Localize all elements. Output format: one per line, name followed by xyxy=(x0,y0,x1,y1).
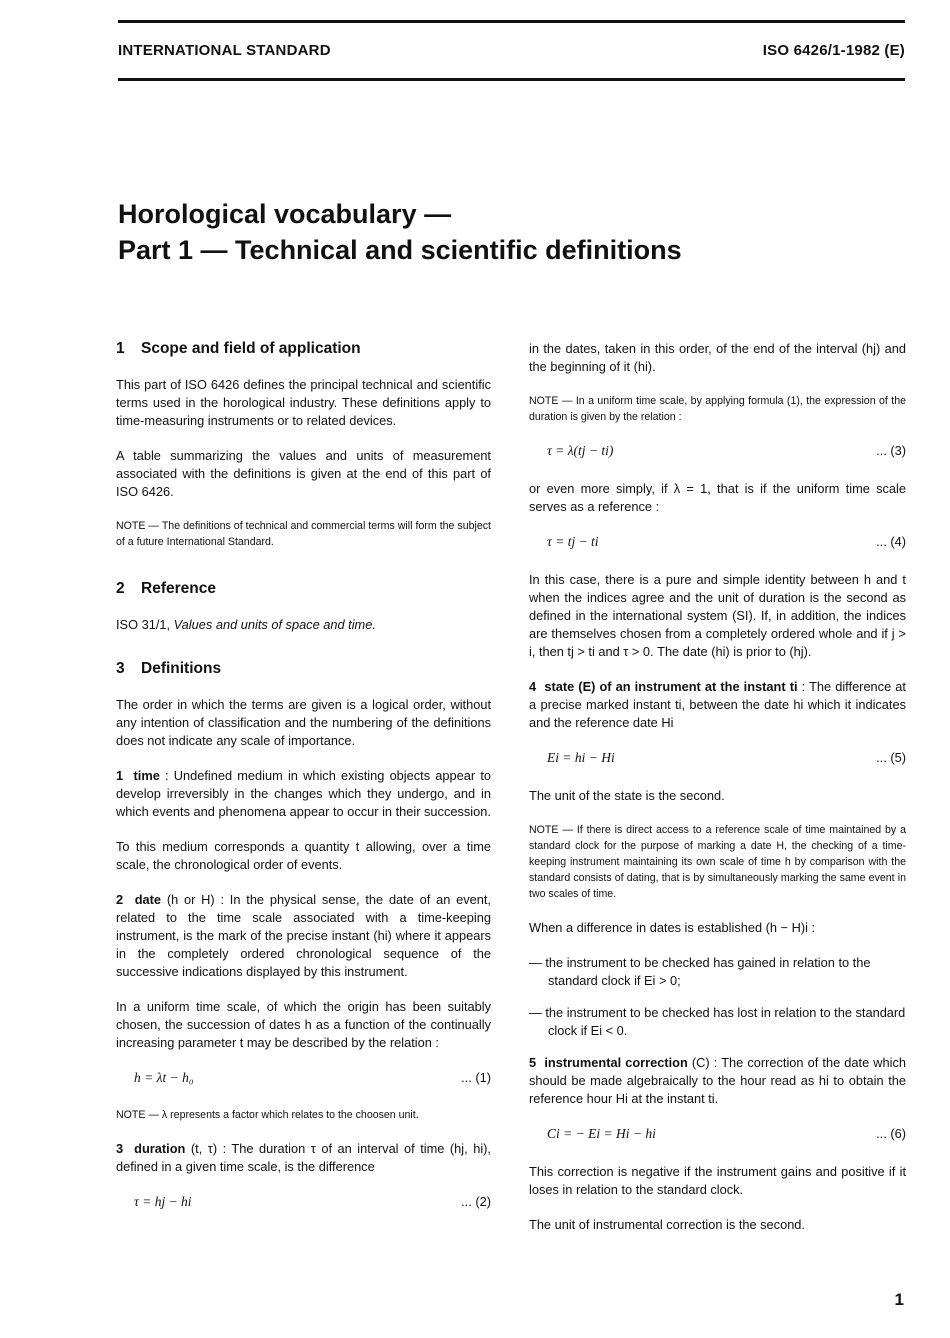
definition-3: 3 duration (t, τ) : The duration τ of an interval of time (hj, hi), defined in a given time scale, is the difference xyxy=(116,1141,491,1174)
difference-paragraph: When a difference in dates is established (h − H)i : xyxy=(529,920,816,935)
section-2-heading: 2 Reference xyxy=(116,580,216,597)
time-quantity-paragraph: To this medium corresponds a quantity t allowing, over a time scale, the chronological order of events. xyxy=(116,839,491,872)
header-top-rule xyxy=(118,20,905,23)
left-column xyxy=(116,340,491,1231)
section-1-heading: 1 Scope and field of application xyxy=(116,340,361,357)
section-3-heading: 3 Definitions xyxy=(116,660,222,677)
correction-sign-paragraph: This correction is negative if the instrument gains and positive if it loses in relation to the standard clock. xyxy=(529,1164,906,1197)
identity-paragraph: In this case, there is a pure and simple identity between h and t when the indices agree and the unit of duration is the second as defined in the international system (SI). If, in addition, the indices are themselves chosen from a completely ordered whole and if j > i, then tj > ti and τ > 0. The date (hi) is prior to (hj). xyxy=(529,572,906,659)
definition-5: 5 instrumental correction (C) : The correction of the date which should be made algebraically to the hour read as hi to obtain the reference hour Hi at the instant ti. xyxy=(529,1055,906,1106)
gained-list-item: — the instrument to be checked has gained in relation to the standard clock if Ei > 0; xyxy=(529,955,871,988)
definition-4: 4 state (E) of an instrument at the instant ti : The difference at a precise marked instant ti, between the date hi which it indicates and the reference date Hi xyxy=(529,679,906,730)
definitions-intro: The order in which the terms are given is a logical order, without any intention of classification and the numbering of the definitions does not indicate any scale of importance. xyxy=(116,697,491,748)
formula-6: Ci = − Ei = Hi − hi ... (6) xyxy=(547,1126,906,1141)
page-number: 1 xyxy=(894,1290,904,1309)
uniform-scale-paragraph: In a uniform time scale, of which the origin has been suitably chosen, the succession of dates h as a function of the continually increasing parameter t may be described by the relation : xyxy=(116,999,491,1050)
right-column xyxy=(529,340,906,1251)
scope-note: NOTE — The definitions of technical and commercial terms will form the subject of a future International Standard. xyxy=(116,520,491,548)
title-line-2: Part 1 — Technical and scientific definitions xyxy=(118,235,682,265)
scope-paragraph: This part of ISO 6426 defines the principal technical and scientific terms used in the horological industry. These definitions apply to time-measuring instruments or to related devices. xyxy=(116,377,491,428)
header-right-label: ISO 6426/1-1982 (E) xyxy=(762,42,905,59)
formula-5: Ei = hi − Hi ... (5) xyxy=(547,750,906,765)
formula-4: τ = tj − ti ... (4) xyxy=(547,534,906,549)
reference-paragraph: ISO 31/1, Values and units of space and time. xyxy=(116,617,376,632)
definition-2: 2 date (h or H) : In the physical sense, the date of an event, related to the time scale associated with a time-keeping instrument, is the mark of the precise instant (hi) where it appears in the completely ordered chronological sequence of the successive indications displayed by this instrument. xyxy=(116,892,491,979)
title-line-1: Horological vocabulary — xyxy=(118,199,452,229)
uniform-scale-note: NOTE — In a uniform time scale, by applying formula (1), the expression of the duration is given by the relation : xyxy=(529,395,906,423)
header-bottom-rule xyxy=(118,78,905,81)
formula-3: τ = λ(tj − ti) ... (3) xyxy=(547,443,906,458)
lambda-note: NOTE — λ represents a factor which relates to the choosen unit. xyxy=(116,1109,419,1121)
header-left-label: INTERNATIONAL STANDARD xyxy=(118,42,331,59)
formula-1: h = λt − h₀ ... (1) xyxy=(134,1070,491,1085)
reference-scale-paragraph: or even more simply, if λ = 1, that is if the uniform time scale serves as a reference : xyxy=(529,481,906,514)
interval-paragraph: in the dates, taken in this order, of the end of the interval (hj) and the beginning of it (hi). xyxy=(529,341,906,374)
document-title xyxy=(118,196,682,268)
table-paragraph: A table summarizing the values and units of measurement associated with the definitions is given at the end of this part of ISO 6426. xyxy=(116,448,491,499)
state-unit-paragraph: The unit of the state is the second. xyxy=(529,788,725,803)
lost-list-item: — the instrument to be checked has lost in relation to the standard clock if Ei < 0. xyxy=(529,1005,906,1038)
correction-unit-paragraph: The unit of instrumental correction is the second. xyxy=(529,1217,805,1232)
definition-1: 1 time : Undefined medium in which existing objects appear to develop irreversibly in the changes which they undergo, and in which events and phenomena appear to occur in their succession. xyxy=(116,768,491,819)
formula-2: τ = hj − hi ... (2) xyxy=(134,1194,491,1209)
standard-clock-note: NOTE — If there is direct access to a reference scale of time maintained by a standard clock for the purpose of marking a date H, the checking of a time-keeping instrument maintaining its own scale of time h by comparison with the standard consists of dating, that is by simultaneously marking the same event in two scales of time. xyxy=(529,824,906,900)
